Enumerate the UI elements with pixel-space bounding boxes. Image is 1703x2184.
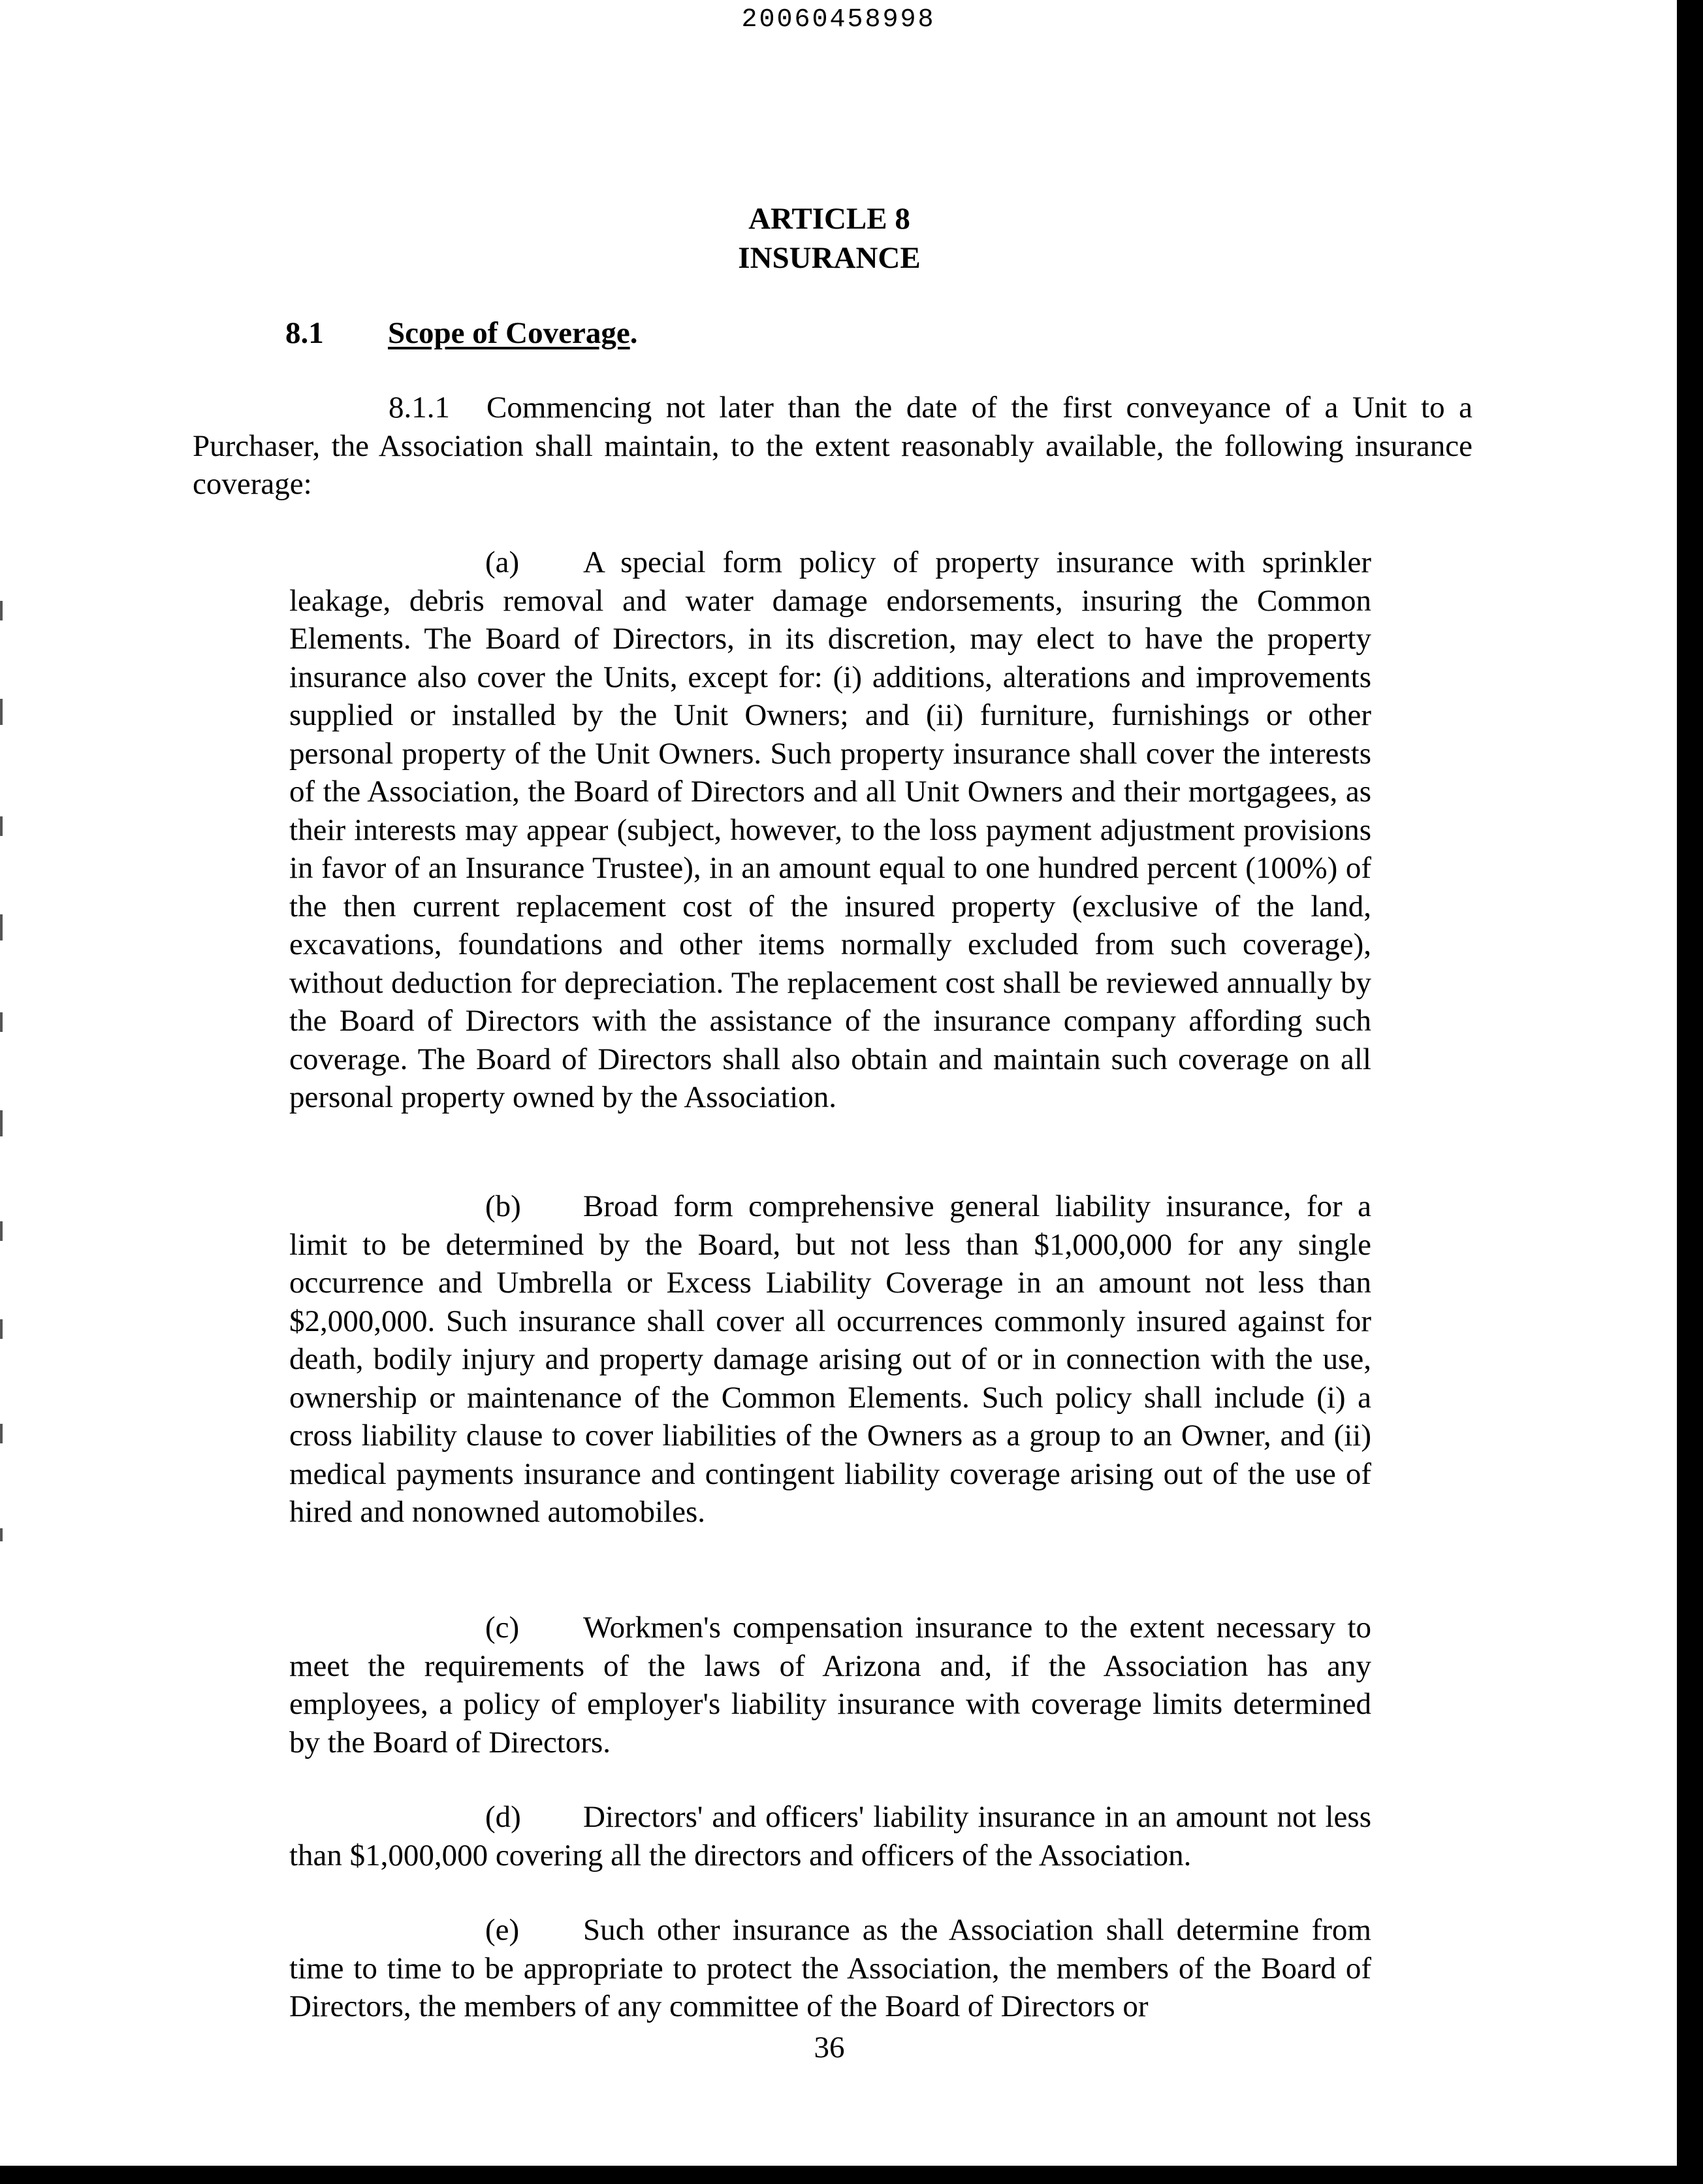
scan-border-right <box>1677 0 1703 2184</box>
subparagraph-label: (d) <box>485 1800 521 1834</box>
subparagraph-text: A special form policy of property insurance with sprinkler leakage, debris removal and water damage endorsements, insuring the Common Elements. The Board of Directors, in its discretion, may elect to have the property insurance also cover the Units, except for: (i) additions, alterations and improvements supplied or installed by the Unit Owners; and (ii) furniture, furnishings or other personal property of the Unit Owners. Such property insurance shall cover the interests of the Association, the Board of Directors and all Unit Owners and their mortgagees, as their interests may appear (subject, however, to the loss payment adjustment provisions in favor of an Insurance Trustee), in an amount equal to one hundred percent (100%) of the then current replacement cost of the insured property (exclusive of the land, excavations, foundations and other items normally excluded from such coverage), without deduction for depreciation. The replacement cost shall be reviewed annually by the Board of Directors with the assistance of the insurance company affording such coverage. The Board of Directors shall also obtain and maintain such coverage on all personal property owned by the Association. <box>289 545 1371 1114</box>
subparagraph-text: Directors' and officers' liability insurance in an amount not less than $1,000,000 covering all the directors and officers of the Association. <box>289 1800 1371 1872</box>
section-title-period: . <box>629 316 638 350</box>
subparagraph-a <box>289 543 1371 1117</box>
subparagraph-label: (a) <box>485 545 520 579</box>
section-number: 8.1 <box>285 316 324 350</box>
subparagraph-label: (e) <box>485 1913 520 1947</box>
paragraph-number: 8.1.1 <box>389 391 450 425</box>
scan-border-bottom <box>0 2166 1703 2184</box>
paragraph-8-1-1 <box>193 389 1472 504</box>
page-number: 36 <box>814 2031 845 2064</box>
subparagraph-b <box>289 1187 1371 1532</box>
subparagraph-text: Workmen's compensation insurance to the extent necessary to meet the requirements of the laws of Arizona and, if the Association has any employees, a policy of employer's liability insurance with coverage limits determined by the Board of Directors. <box>289 1611 1371 1759</box>
subparagraph-e <box>289 1911 1371 2026</box>
section-title: Scope of Coverage <box>388 316 630 350</box>
subparagraph-label: (b) <box>485 1189 521 1223</box>
document-number: 20060458998 <box>741 5 936 35</box>
section-heading <box>285 313 637 353</box>
article-number: ARTICLE 8 <box>748 202 910 236</box>
article-heading <box>0 199 1659 278</box>
article-title: INSURANCE <box>738 241 921 275</box>
subparagraph-label: (c) <box>485 1611 520 1645</box>
subparagraph-d <box>289 1798 1371 1874</box>
subparagraph-text: Broad form comprehensive general liability insurance, for a limit to be determined by the Board, but not less than $1,000,000 for any single occurrence and Umbrella or Excess Liability Coverage in an amount not less than $2,000,000. Such insurance shall cover all occurrences commonly insured against for death, bodily injury and property damage arising out of or in connection with the use, ownership or maintenance of the Common Elements. Such policy shall include (i) a cross liability clause to cover liabilities of the Owners as a group to an Owner, and (ii) medical payments insurance and contingent liability coverage arising out of the use of hired and nonowned automobiles. <box>289 1189 1371 1529</box>
subparagraph-c <box>289 1609 1371 1761</box>
scan-edge-marks <box>0 0 4 2155</box>
subparagraph-text: Such other insurance as the Association shall determine from time to time to be appropriate to protect the Association, the members of the Board of Directors, the members of any committee of the Board of Directors or <box>289 1913 1371 2023</box>
paragraph-text: Commencing not later than the date of the first conveyance of a Unit to a Purchaser, the Association shall maintain, to the extent reasonably available, the following insurance coverage: <box>193 391 1472 501</box>
